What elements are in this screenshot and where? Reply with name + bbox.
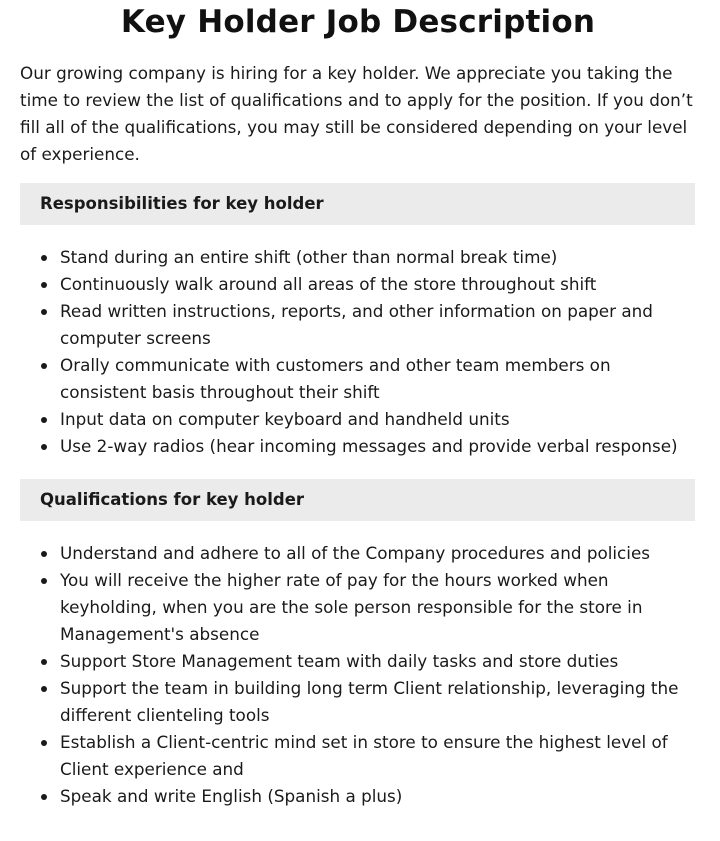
list-item <box>60 567 700 648</box>
bullet-icon <box>41 659 47 665</box>
bullet-icon <box>41 363 47 369</box>
bullet-icon <box>41 740 47 746</box>
list-item <box>60 271 700 298</box>
qualifications-list <box>20 540 700 810</box>
list-item <box>60 298 700 352</box>
list-item-text: Use 2-way radios (hear incoming messages and provide verbal response) <box>60 436 678 456</box>
list-item-text: You will receive the higher rate of pay for the hours worked when keyholding, when you are the sole person responsible for the store in Management's absence <box>60 570 643 644</box>
list-item <box>60 406 700 433</box>
list-item-text: Speak and write English (Spanish a plus) <box>60 786 403 806</box>
qualifications-heading: Qualifications for key holder <box>20 479 695 521</box>
list-item <box>60 244 700 271</box>
list-item-text: Understand and adhere to all of the Company procedures and policies <box>60 543 651 563</box>
list-item <box>60 675 700 729</box>
bullet-icon <box>41 309 47 315</box>
page-title: Key Holder Job Description <box>120 4 596 40</box>
bullet-icon <box>41 686 47 692</box>
list-item <box>60 352 700 406</box>
bullet-icon <box>41 794 47 800</box>
intro-paragraph: Our growing company is hiring for a key holder. We appreciate you taking the time to review the list of qualifications and to apply for the position. If you don’t fill all of the qualifications, you may still be considered depending on your level of experience. <box>20 63 693 164</box>
bullet-icon <box>41 282 47 288</box>
list-item <box>60 648 700 675</box>
bullet-icon <box>41 551 47 557</box>
list-item-text: Support the team in building long term Client relationship, leveraging the different clienteling tools <box>60 678 679 725</box>
bullet-icon <box>41 417 47 423</box>
list-item <box>60 433 700 460</box>
bullet-icon <box>41 255 47 261</box>
list-item-text: Input data on computer keyboard and handheld units <box>60 409 510 429</box>
list-item <box>60 783 700 810</box>
list-item-text: Stand during an entire shift (other than normal break time) <box>60 247 558 267</box>
list-item <box>60 729 700 783</box>
list-item-text: Orally communicate with customers and other team members on consistent basis throughout their shift <box>60 355 611 402</box>
list-item-text: Read written instructions, reports, and other information on paper and computer screens <box>60 301 653 348</box>
bullet-icon <box>41 444 47 450</box>
bullet-icon <box>41 578 47 584</box>
responsibilities-heading: Responsibilities for key holder <box>20 183 695 225</box>
list-item-text: Continuously walk around all areas of the store throughout shift <box>60 274 597 294</box>
list-item <box>60 540 700 567</box>
list-item-text: Establish a Client-centric mind set in store to ensure the highest level of Client experience and <box>60 732 668 779</box>
responsibilities-list <box>20 244 700 460</box>
list-item-text: Support Store Management team with daily tasks and store duties <box>60 651 619 671</box>
